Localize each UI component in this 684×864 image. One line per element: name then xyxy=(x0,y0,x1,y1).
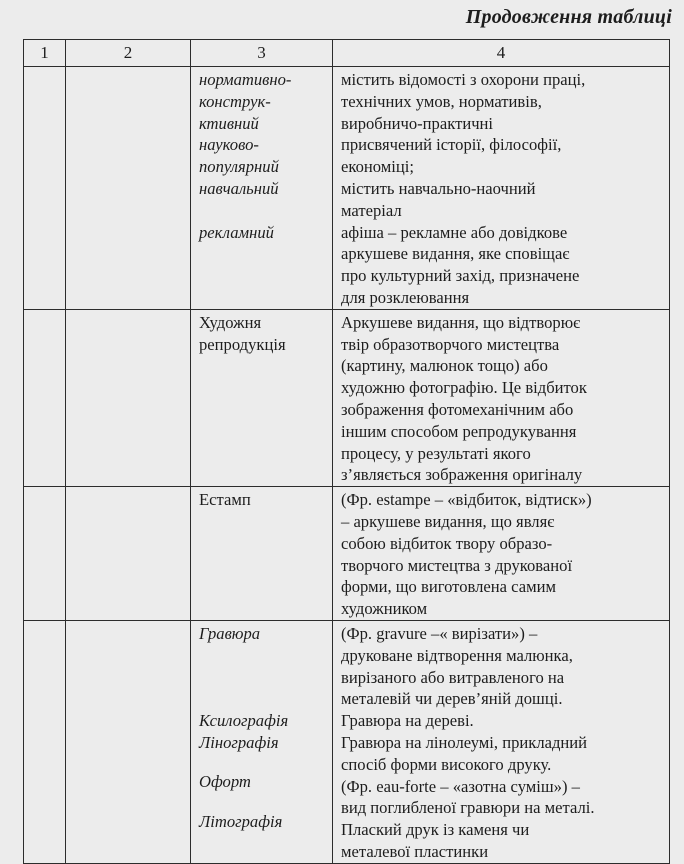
description-line: вид поглибленої гравюри на металі. xyxy=(341,798,595,818)
table-row xyxy=(24,67,670,310)
edition-type-cell xyxy=(191,620,333,863)
description-line: матеріал xyxy=(341,200,402,220)
term-line: Художня xyxy=(199,312,262,332)
description-line: афіша – рекламне або довідкове xyxy=(341,222,568,242)
edition-type-cell xyxy=(191,67,333,310)
term-line: Ксилографія xyxy=(199,710,289,730)
spacer xyxy=(199,753,326,771)
term-line: ктивний xyxy=(199,113,259,133)
table-row xyxy=(24,620,670,863)
description-line: собою відбиток твору образо- xyxy=(341,533,553,553)
description-line: Гравюра на лінолеумі, прикладний xyxy=(341,732,588,752)
edition-type-cell xyxy=(191,487,333,621)
description-line: друковане відтворення малюнка, xyxy=(341,645,573,665)
term-line: конструк- xyxy=(199,91,271,111)
description-line: металевої пластинки xyxy=(341,841,489,861)
table-header-row xyxy=(24,40,670,67)
description-line: (Фр. gravure –« вирізати») – xyxy=(341,623,538,643)
column-header-4: 4 xyxy=(333,40,670,67)
term-line: Офорт xyxy=(199,772,251,792)
term-line: Гравюра xyxy=(199,623,261,643)
edition-type-cell xyxy=(191,309,333,486)
empty-cell xyxy=(24,67,66,310)
description-line: (Фр. estampe – «відбиток, відтиск») xyxy=(341,490,592,510)
empty-cell xyxy=(24,487,66,621)
table-row xyxy=(24,309,670,486)
empty-cell xyxy=(66,309,191,486)
term-line: Літографія xyxy=(199,812,283,832)
term-line: рекламний xyxy=(199,222,274,242)
description-line: присвячений історії, філософії, xyxy=(341,135,562,155)
page-title: Продовження таблиці xyxy=(465,6,672,28)
description-line: металевій чи дерев’яній дошці. xyxy=(341,689,563,709)
column-header-1: 1 xyxy=(24,40,66,67)
description-line: виробничо-практичні xyxy=(341,113,494,133)
description-line: іншим способом репродукування xyxy=(341,421,577,441)
description-line: художню фотографію. Це відбиток xyxy=(341,378,587,398)
empty-cell xyxy=(66,67,191,310)
empty-cell xyxy=(24,309,66,486)
description-line: з’являється зображення оригіналу xyxy=(341,465,583,485)
column-header-3: 3 xyxy=(191,40,333,67)
spacer xyxy=(199,645,326,710)
description-cell xyxy=(333,620,670,863)
description-line: (картину, малюнок тощо) або xyxy=(341,356,548,376)
content-table xyxy=(23,39,670,864)
description-line: Плаский друк із каменя чи xyxy=(341,820,530,840)
description-line: Гравюра на дереві. xyxy=(341,711,474,731)
description-line: спосіб форми високого друку. xyxy=(341,754,552,774)
spacer xyxy=(199,793,326,811)
term-line: навчальний xyxy=(199,178,279,198)
description-cell xyxy=(333,67,670,310)
empty-cell xyxy=(66,620,191,863)
description-line: форми, що виготовлена самим xyxy=(341,577,556,597)
term-line: Лінографія xyxy=(199,732,279,752)
description-cell xyxy=(333,309,670,486)
description-line: для розклеювання xyxy=(341,287,470,307)
table-row xyxy=(24,487,670,621)
description-line: економіці; xyxy=(341,157,414,177)
description-line: твір образотворчого мистецтва xyxy=(341,334,560,354)
empty-cell xyxy=(66,487,191,621)
description-line: художником xyxy=(341,599,428,619)
description-line: процесу, у результаті якого xyxy=(341,443,531,463)
description-line: творчого мистецтва з друкованої xyxy=(341,555,573,575)
term-line: Естамп xyxy=(199,490,251,510)
term-line: репродукція xyxy=(199,334,286,354)
term-line: науково- xyxy=(199,135,259,155)
term-line xyxy=(199,200,326,222)
empty-cell xyxy=(24,620,66,863)
description-line: технічних умов, нормативів, xyxy=(341,91,542,111)
description-line: аркушеве видання, яке сповіщає xyxy=(341,244,570,264)
description-line: – аркушеве видання, що являє xyxy=(341,511,555,531)
column-header-2: 2 xyxy=(66,40,191,67)
description-line: про культурний захід, призначене xyxy=(341,266,580,286)
description-line: зображення фотомеханічним або xyxy=(341,399,574,419)
term-line: популярний xyxy=(199,157,279,177)
description-line: Аркушеве видання, що відтворює xyxy=(341,312,581,332)
description-line: містить навчально-наочний xyxy=(341,178,536,198)
description-line: (Фр. eau-forte – «азотна суміш») – xyxy=(341,776,580,796)
description-line: містить відомості з охорони праці, xyxy=(341,70,586,89)
description-line: вирізаного або витравленого на xyxy=(341,667,565,687)
description-cell xyxy=(333,487,670,621)
term-line: нормативно- xyxy=(199,70,292,89)
